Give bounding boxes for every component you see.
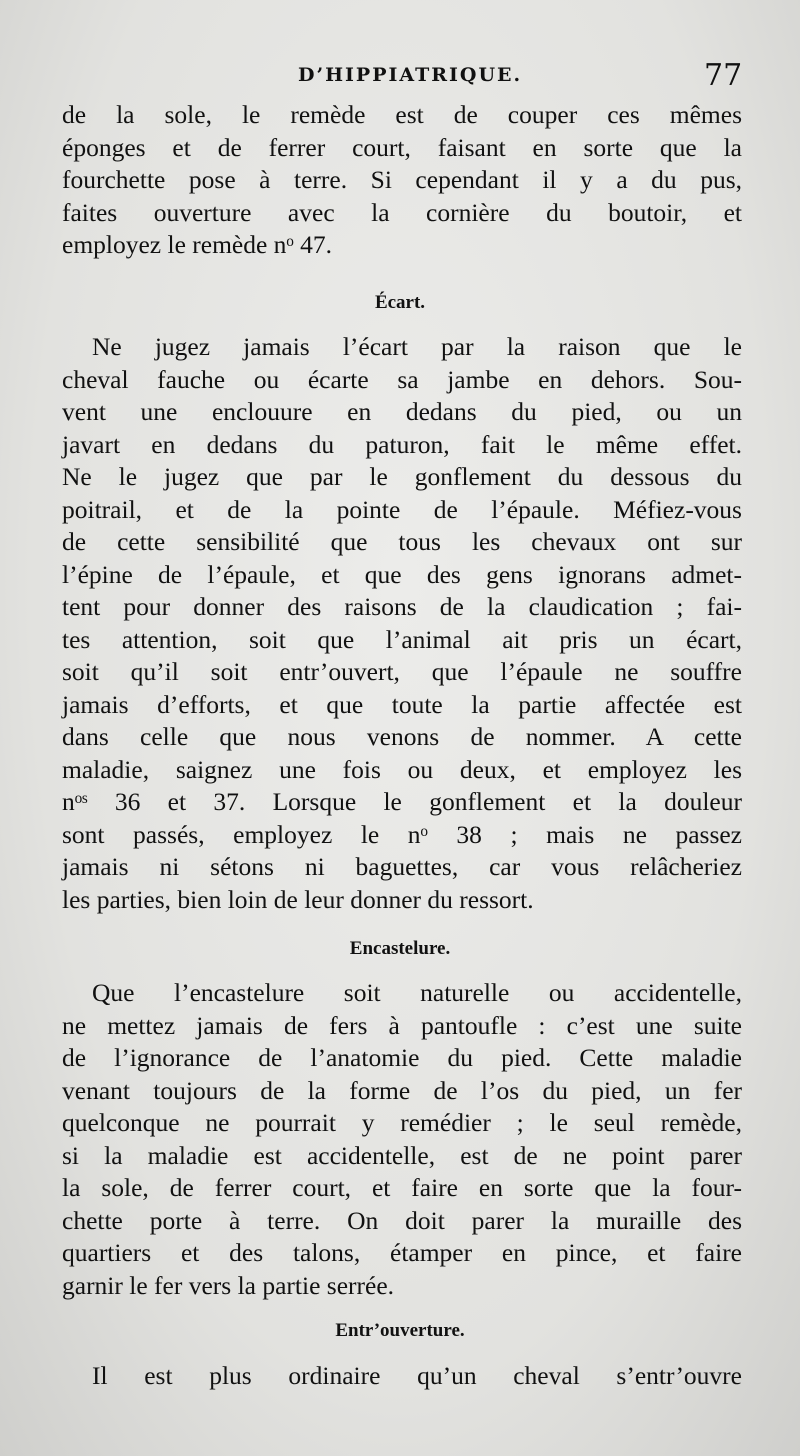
text-line: Ne le jugez que par le gonflement du dessous du xyxy=(62,462,742,491)
text-line: venant toujours de la forme de l’os du pied, un fer xyxy=(62,1075,742,1105)
text-line: vent une enclouure en dedans du pied, ou un xyxy=(62,397,742,426)
text-line: la sole, de ferrer court, et faire en sorte que la four- xyxy=(62,1173,742,1202)
text-line: l’épine de l’épaule, et que des gens ignorans admet- xyxy=(62,559,742,589)
paragraph-ecart xyxy=(62,331,742,916)
paragraph-continuation xyxy=(62,99,742,262)
page-number: 77 xyxy=(704,58,743,93)
text-line: employez le remède nᵒ 47. xyxy=(62,230,333,259)
section-heading-ecart: Écart. xyxy=(374,292,426,313)
section-heading-encastelure: Encastelure. xyxy=(349,938,451,959)
section-heading-entrouverture: Entr’ouverture. xyxy=(335,1320,465,1341)
text-line: maladie, saignez une fois ou deux, et employez les xyxy=(62,754,742,784)
running-title: D’HIPPIATRIQUE. xyxy=(298,64,523,86)
text-line: éponges et de ferrer court, faisant en sorte que la xyxy=(62,132,742,162)
page-header xyxy=(0,58,800,98)
text-line: garnir le fer vers la partie serrée. xyxy=(62,1270,395,1300)
text-line: jamais ni sétons ni baguettes, car vous relâcheriez xyxy=(62,852,742,881)
text-line: de la sole, le remède est de couper ces mêmes xyxy=(62,100,742,129)
text-line: tent pour donner des raisons de la claudication ; fai- xyxy=(62,592,742,621)
text-line: Il est plus ordinaire qu’un cheval s’entr’ouvre xyxy=(92,1361,742,1390)
text-line: quelconque ne pourrait y remédier ; le seul remède, xyxy=(62,1108,742,1137)
text-line: soit qu’il soit entr’ouvert, que l’épaule ne souffre xyxy=(62,657,742,686)
text-line: ne mettez jamais de fers à pantoufle : c’est une suite xyxy=(62,1010,742,1040)
text-line: chette porte à terre. On doit parer la muraille des xyxy=(62,1205,742,1235)
text-line: Ne jugez jamais l’écart par la raison que le xyxy=(92,332,742,361)
text-line: fourchette pose à terre. Si cependant il y a du pus, xyxy=(62,165,742,194)
text-line: de l’ignorance de l’anatomie du pied. Cette maladie xyxy=(62,1043,742,1072)
text-line: Que l’encastelure soit naturelle ou accidentelle, xyxy=(92,978,742,1007)
text-line: les parties, bien loin de leur donner du ressort. xyxy=(62,884,534,914)
text-line: nᵒˢ 36 et 37. Lorsque le gonflement et la douleur xyxy=(62,787,742,816)
text-line: poitrail, et de la pointe de l’épaule. Méfiez-vous xyxy=(62,494,742,524)
text-line: cheval fauche ou écarte sa jambe en dehors. Sou- xyxy=(62,364,742,394)
text-line: jamais d’efforts, et que toute la partie affectée est xyxy=(62,689,742,719)
text-line: quartiers et des talons, étamper en pince, et faire xyxy=(62,1238,742,1267)
text-line: sont passés, employez le nᵒ 38 ; mais ne passez xyxy=(62,819,742,849)
paragraph-entrouverture xyxy=(62,1360,742,1393)
text-line: dans celle que nous venons de nommer. A cette xyxy=(62,722,742,751)
paragraph-encastelure xyxy=(62,977,742,1302)
text-line: de cette sensibilité que tous les chevaux ont sur xyxy=(62,527,742,556)
text-line: javart en dedans du paturon, fait le même effet. xyxy=(62,429,742,459)
text-line: si la maladie est accidentelle, est de ne point parer xyxy=(62,1140,742,1170)
text-line: faites ouverture avec la cornière du boutoir, et xyxy=(62,197,742,227)
text-line: tes attention, soit que l’animal ait pris un écart, xyxy=(62,624,742,654)
